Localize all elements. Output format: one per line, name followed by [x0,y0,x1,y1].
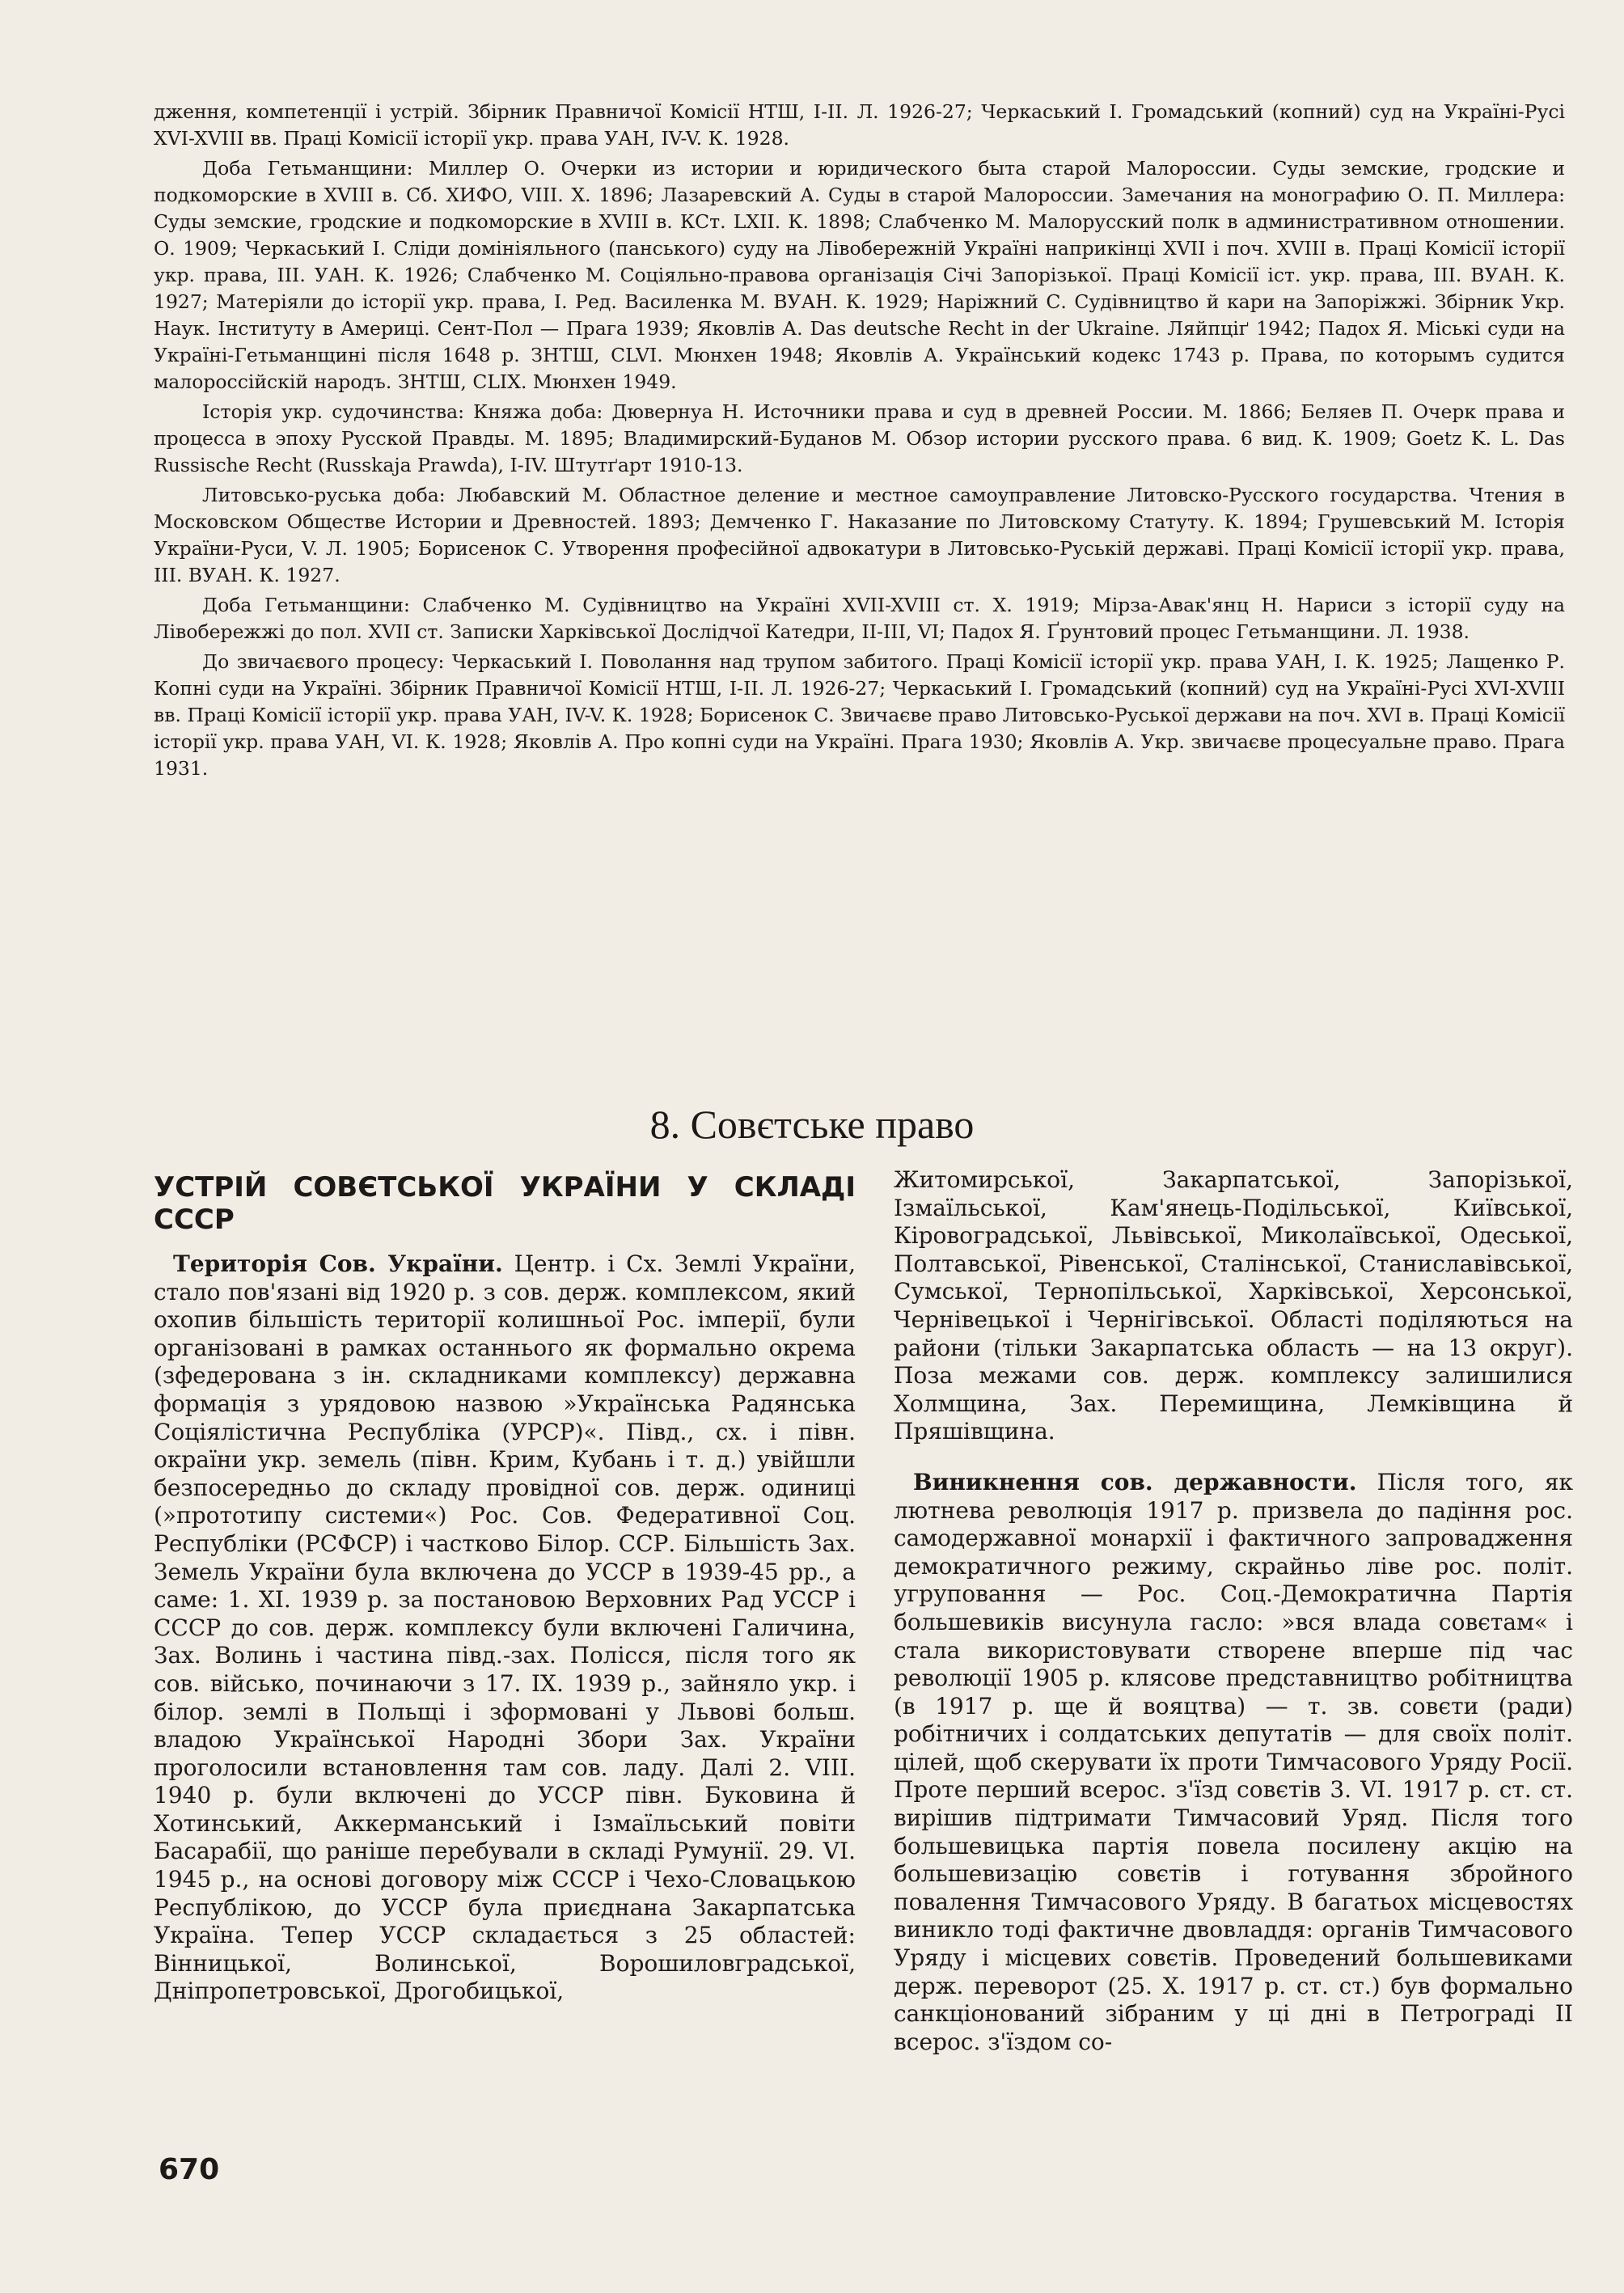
article-paragraph [894,1469,1573,2056]
bibliography-paragraph: Доба Гетьманщини: Слабченко М. Судівництво на Україні XVII-XVIII ст. Х. 1919; Мірза-Авак'янц Н. Нариси з історії суду на Лівобережжі до пол. XVII ст. Записки Харківської Дослідчої Катедри, II-III, VI; Падох Я. Ґрунтовий процес Гетьманщини. Л. 1938. [154,594,1565,643]
right-column [894,1166,1573,2056]
bibliography-paragraph: Історія укр. судочинства: Княжа доба: Дювернуа Н. Источники права и суд в древней России. М. 1866; Беляев П. Очерк права и процесса в эпоху Русской Правды. М. 1895; Владимирский-Буданов М. Обзор истории русского права. 6 вид. К. 1909; Goetz K. L. Das Russische Recht (Russkaja Prawda), I-IV. Штутґарт 1910-13. [154,400,1565,476]
bibliography-paragraph: До звичаєвого процесу: Черкаський І. Поволання над трупом забитого. Праці Комісії історії укр. права УАН, I. К. 1925; Лащенко Р. Копні суди на Україні. Збірник Правничої Комісії НТШ, I-II. Л. 1926-27; Черкаський І. Громадський (копний) суд на Україні-Русі XVI-XVIII вв. Праці Комісії історії укр. права УАН, IV-V. К. 1928; Борисенок С. Звичаєве право Литовсько-Руської держави на поч. XVI в. Праці Комісії історії укр. права УАН, VI. К. 1928; Яковлів А. Про копні суди на Україні. Прага 1930; Яковлів А. Укр. звичаєве процесуальне право. Прага 1931. [154,650,1565,780]
article-title: УСТРІЙ СОВЄТСЬКОЇ УКРАЇНИ У СКЛАДІ СССР [154,1171,856,1236]
section-title: 8. Совєтське право [649,1102,975,1147]
article-paragraph [154,1250,856,2006]
bibliography-paragraph: Доба Гетьманщини: Миллер О. Очерки из истории и юридического быта старой Малороссии. Суды земские, гродские и подкоморские в XVIII в. Сб. ХИФО, VIII. Х. 1896; Лазаревский А. Суды в старой Малороссии. Замечания на монографию О. П. Миллера: Суды земские, гродские и подкоморские в XVIII в. КСт. LXII. К. 1898; Слабченко М. Малорусский полк в административном отношении. О. 1909; Черкаський І. Сліди домініяльного (панського) суду на Лівобережній Україні наприкінці XVII і поч. XVIII в. Праці Комісії історії укр. права, III. УАН. К. 1926; Слабченко М. Соціяльно-правова організація Січі Запорізької. Праці Комісії іст. укр. права, III. ВУАН. К. 1927; Матеріяли до історії укр. права, I. Ред. Василенка М. ВУАН. К. 1929; Наріжний С. Судівництво й кари на Запоріжжі. Збірник Укр. Наук. Інституту в Америці. Сент-Пол — Прага 1939; Яковлів А. Das deutsche Recht in der Ukraine. Ляйпціґ 1942; Падох Я. Міські суди на Україні-Гетьманщині після 1648 р. ЗНТШ, CLVI. Мюнхен 1948; Яковлів А. Український кодекс 1743 р. Права, по которымъ судится малороссійскій народъ. ЗНТШ, CLIX. Мюнхен 1949. [154,157,1565,393]
bibliography-paragraph: дження, компетенції і устрій. Збірник Правничої Комісії НТШ, I-II. Л. 1926-27; Черкаський І. Громадський (копний) суд на Україні-Русі XVI-XVIII вв. Праці Комісії історії укр. права УАН, IV-V. К. 1928. [154,100,1565,150]
bibliography-paragraph: Литовсько-руська доба: Любавский М. Областное деление и местное самоуправление Литовско-Русского государства. Чтения в Московском Обществе Истории и Древностей. 1893; Демченко Г. Наказание по Литовскому Статуту. К. 1894; Грушевський М. Історія України-Руси, V. Л. 1905; Борисенок С. Утворення професійної адвокатури в Литовсько-Руській державі. Праці Комісії історії укр. права, III. ВУАН. К. 1927. [154,484,1565,586]
paragraph-lead: Територія Сов. України. [173,1250,503,1277]
left-column [154,1171,856,2006]
article-paragraph: Житомирської, Закарпатської, Запорізької, Ізмаїльської, Кам'янець-Подільської, Київської, Кіровоградської, Львівської, Миколаївської, Одеської, Полтавської, Рівенської, Сталінської, Станиславівської, Сумської, Тернопільської, Харківської, Херсонської, Чернівецької і Чернігівської. Області поділяються на райони (тільки Закарпатська область — на 13 округ). Поза межами сов. держ. комплексу залишилися Холмщина, Зах. Перемищина, Лемківщина й Пряшівщина. [894,1166,1573,1445]
page-number: 670 [159,2153,220,2186]
bibliography-block [154,99,1565,785]
paragraph-lead: Виникнення сов. державности. [913,1468,1357,1496]
paragraph-text: Центр. і Сх. Землі України, стало пов'язані від 1920 р. з сов. держ. комплексом, який охопив більшість території колишньої Рос. імперії, були організовані в рамках останнього як формально окрема (зфедерована з ін. складниками комплексу) державна формація з урядовою назвою »Українська Радянська Соціялістична Республіка (УРСР)«. Півд., сх. і півн. окраїни укр. земель (півн. Крим, Кубань і т. д.) увійшли безпосередньо до складу провідної сов. держ. одиниці (»прототипу системи«) Рос. Сов. Федеративної Соц. Республіки (РСФСР) і частково Білор. ССР. Більшість Зах. Земель України була включена до УССР в 1939-45 рр., а саме: 1. XI. 1939 р. за постановою Верховних Рад УССР і СССР до сов. держ. комплексу були включені Галичина, Зах. Волинь і частина півд.-зах. Полісся, після того як сов. військо, починаючи з 17. IX. 1939 р., зайняло укр. і білор. землі в Польщі і зформовані у Львові больш. владою Української Народні Збори Зах. України проголосили встановлення там сов. ладу. Далі 2. VIII. 1940 р. були включені до УССР півн. Буковина й Хотинський, Аккерманський і Ізмаїльський повіти Басарабії, що раніше перебували в складі Румунії. 29. VI. 1945 р., на основі договору між СССР і Чехо-Словацькою Республікою, до УССР була приєднана Закарпатська Україна. Тепер УССР складається з 25 областей: Вінницької, Волинської, Ворошиловградської, Дніпропетровської, Дрогобицької, [154,1250,856,2005]
paragraph-text: Після того, як лютнева революція 1917 р. призвела до падіння рос. самодержавної монархії і фактичного запровадження демократичного режиму, скрайньо ліве рос. політ. угруповання — Рос. Соц.-Демократична Партія большевиків висунула гасло: »вся влада совєтам« і стала використовувати створене вперше під час революції 1905 р. клясове представництво робітництва (в 1917 р. ще й вояцтва) — т. зв. совєти (ради) робітничих і солдатських депутатів — для своїх політ. цілей, щоб скерувати їх проти Тимчасового Уряду Росії. Проте перший всерос. з'їзд совєтів 3. VI. 1917 р. ст. ст. вирішив підтримати Тимчасовий Уряд. Після того большевицька партія повела посилену акцію на большевизацію совєтів і готування збройного повалення Тимчасового Уряду. В багатьох місцевостях виникло тоді фактичне двовладдя: органів Тимчасового Уряду і місцевих совєтів. Проведений большевиками держ. переворот (25. X. 1917 р. ст. ст.) був формально санкціонований зібраним у ці дні в Петрограді II всерос. з'їздом со- [894,1468,1574,2055]
